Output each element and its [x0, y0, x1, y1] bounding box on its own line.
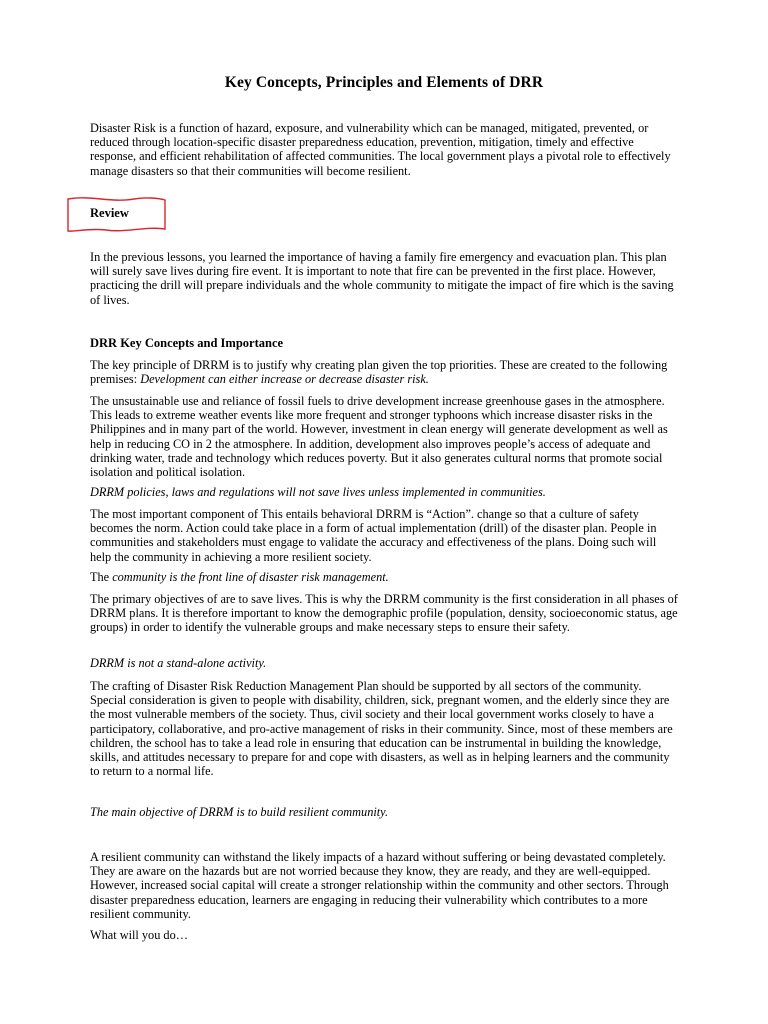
review-label: Review: [90, 206, 129, 220]
premise3-italic: community is the front line of disaster risk management.: [112, 570, 389, 584]
premise1-italic: Development can either increase or decrease disaster risk.: [140, 372, 429, 387]
premise1-text: The key principle of DRRM is to justify why creating plan given the top priorities. These are created to the following premises:: [90, 358, 668, 387]
objectives-paragraph: The primary objectives of are to save lives. This is why the DRRM community is the first consideration in all phases of DRRM plans. It is therefore important to know the demographic profile (population, density, socioeconomic status, age groups) in order to identify the vulnerable groups and make necessary steps to ensure their safety.: [90, 592, 678, 635]
premise3-prefix: The: [90, 570, 113, 584]
action-paragraph: The most important component of This entails behavioral DRRM is “Action”. change so that a culture of safety becomes the norm. Action could take place in a form of actual implementation (drill) of the disaster plan. People in communities and stakeholders must engage to validate the accuracy and effectiveness of the plans. Doing such will help the community in achieving a more resilient society.: [90, 507, 657, 564]
premise2-italic: DRRM policies, laws and regulations will not save lives unless implemented in communities.: [90, 485, 546, 499]
review-banner: [66, 195, 168, 235]
review-paragraph: In the previous lessons, you learned the importance of having a family fire emergency and evacuation plan. This plan will surely save lives during fire event. It is important to note that fire can be prevented in the first place. However, practicing the drill will prepare individuals and the whole community to mitigate the impact of fire which is the saving of lives.: [90, 250, 674, 307]
premise4-italic: DRRM is not a stand-alone activity.: [90, 656, 267, 670]
document-title: Key Concepts, Principles and Elements of DRR: [224, 74, 544, 91]
closing-line: What will you do…: [90, 928, 189, 942]
crafting-paragraph: The crafting of Disaster Risk Reduction Management Plan should be supported by all sectors of the community. Special consideration is given to people with disability, children, sick, pregnant women, and the elderly since they are the most vulnerable members of the society. Thus, civil society and their local government works closely to have a participatory, collaborative, and pro-active management of risks in their community. Since, most of these members are children, the school has to take a lead role in ensuring that education can be instrumental in building the knowledge, skills, and attitudes necessary to prepare for and cope with disasters, as well as in helping learners and the community to return to a normal life.: [90, 679, 673, 779]
premise1-paragraph: [90, 358, 680, 386]
resilient-paragraph: A resilient community can withstand the likely impacts of a hazard without suffering or being devastated completely. They are aware on the hazards but are not worried because they know, they are ready, and they are well-equipped. However, increased social capital will create a stronger relationship within the community and other sectors. Through disaster preparedness education, learners are engaging in reducing their vulnerability which contributes to a more resilient community.: [90, 850, 669, 921]
premise5-italic: The main objective of DRRM is to build resilient community.: [90, 805, 389, 819]
premise3-paragraph: [90, 570, 680, 584]
intro-paragraph: Disaster Risk is a function of hazard, exposure, and vulnerability which can be managed, mitigated, prevented, or reduced through location-specific disaster preparedness education, prevention, mitigation, timely and effective response, and efficient rehabilitation of affected communities. The local government plays a pivotal role to effectively manage disasters so that their communities will become resilient.: [90, 121, 671, 178]
section-heading: DRR Key Concepts and Importance: [90, 336, 284, 350]
development-paragraph: The unsustainable use and reliance of fossil fuels to drive development increase greenhouse gases in the atmosphere. This leads to extreme weather events like more frequent and stronger typhoons which increase disaster risks in the Philippines and in many part of the world. However, investment in clean energy will generate development as well as help in reducing CO in 2 the atmosphere. In addition, development also improves people’s access of adequate and drinking water, trade and technology which reduces poverty. But it also generates cultural norms that promote social isolation and political isolation.: [90, 394, 668, 480]
